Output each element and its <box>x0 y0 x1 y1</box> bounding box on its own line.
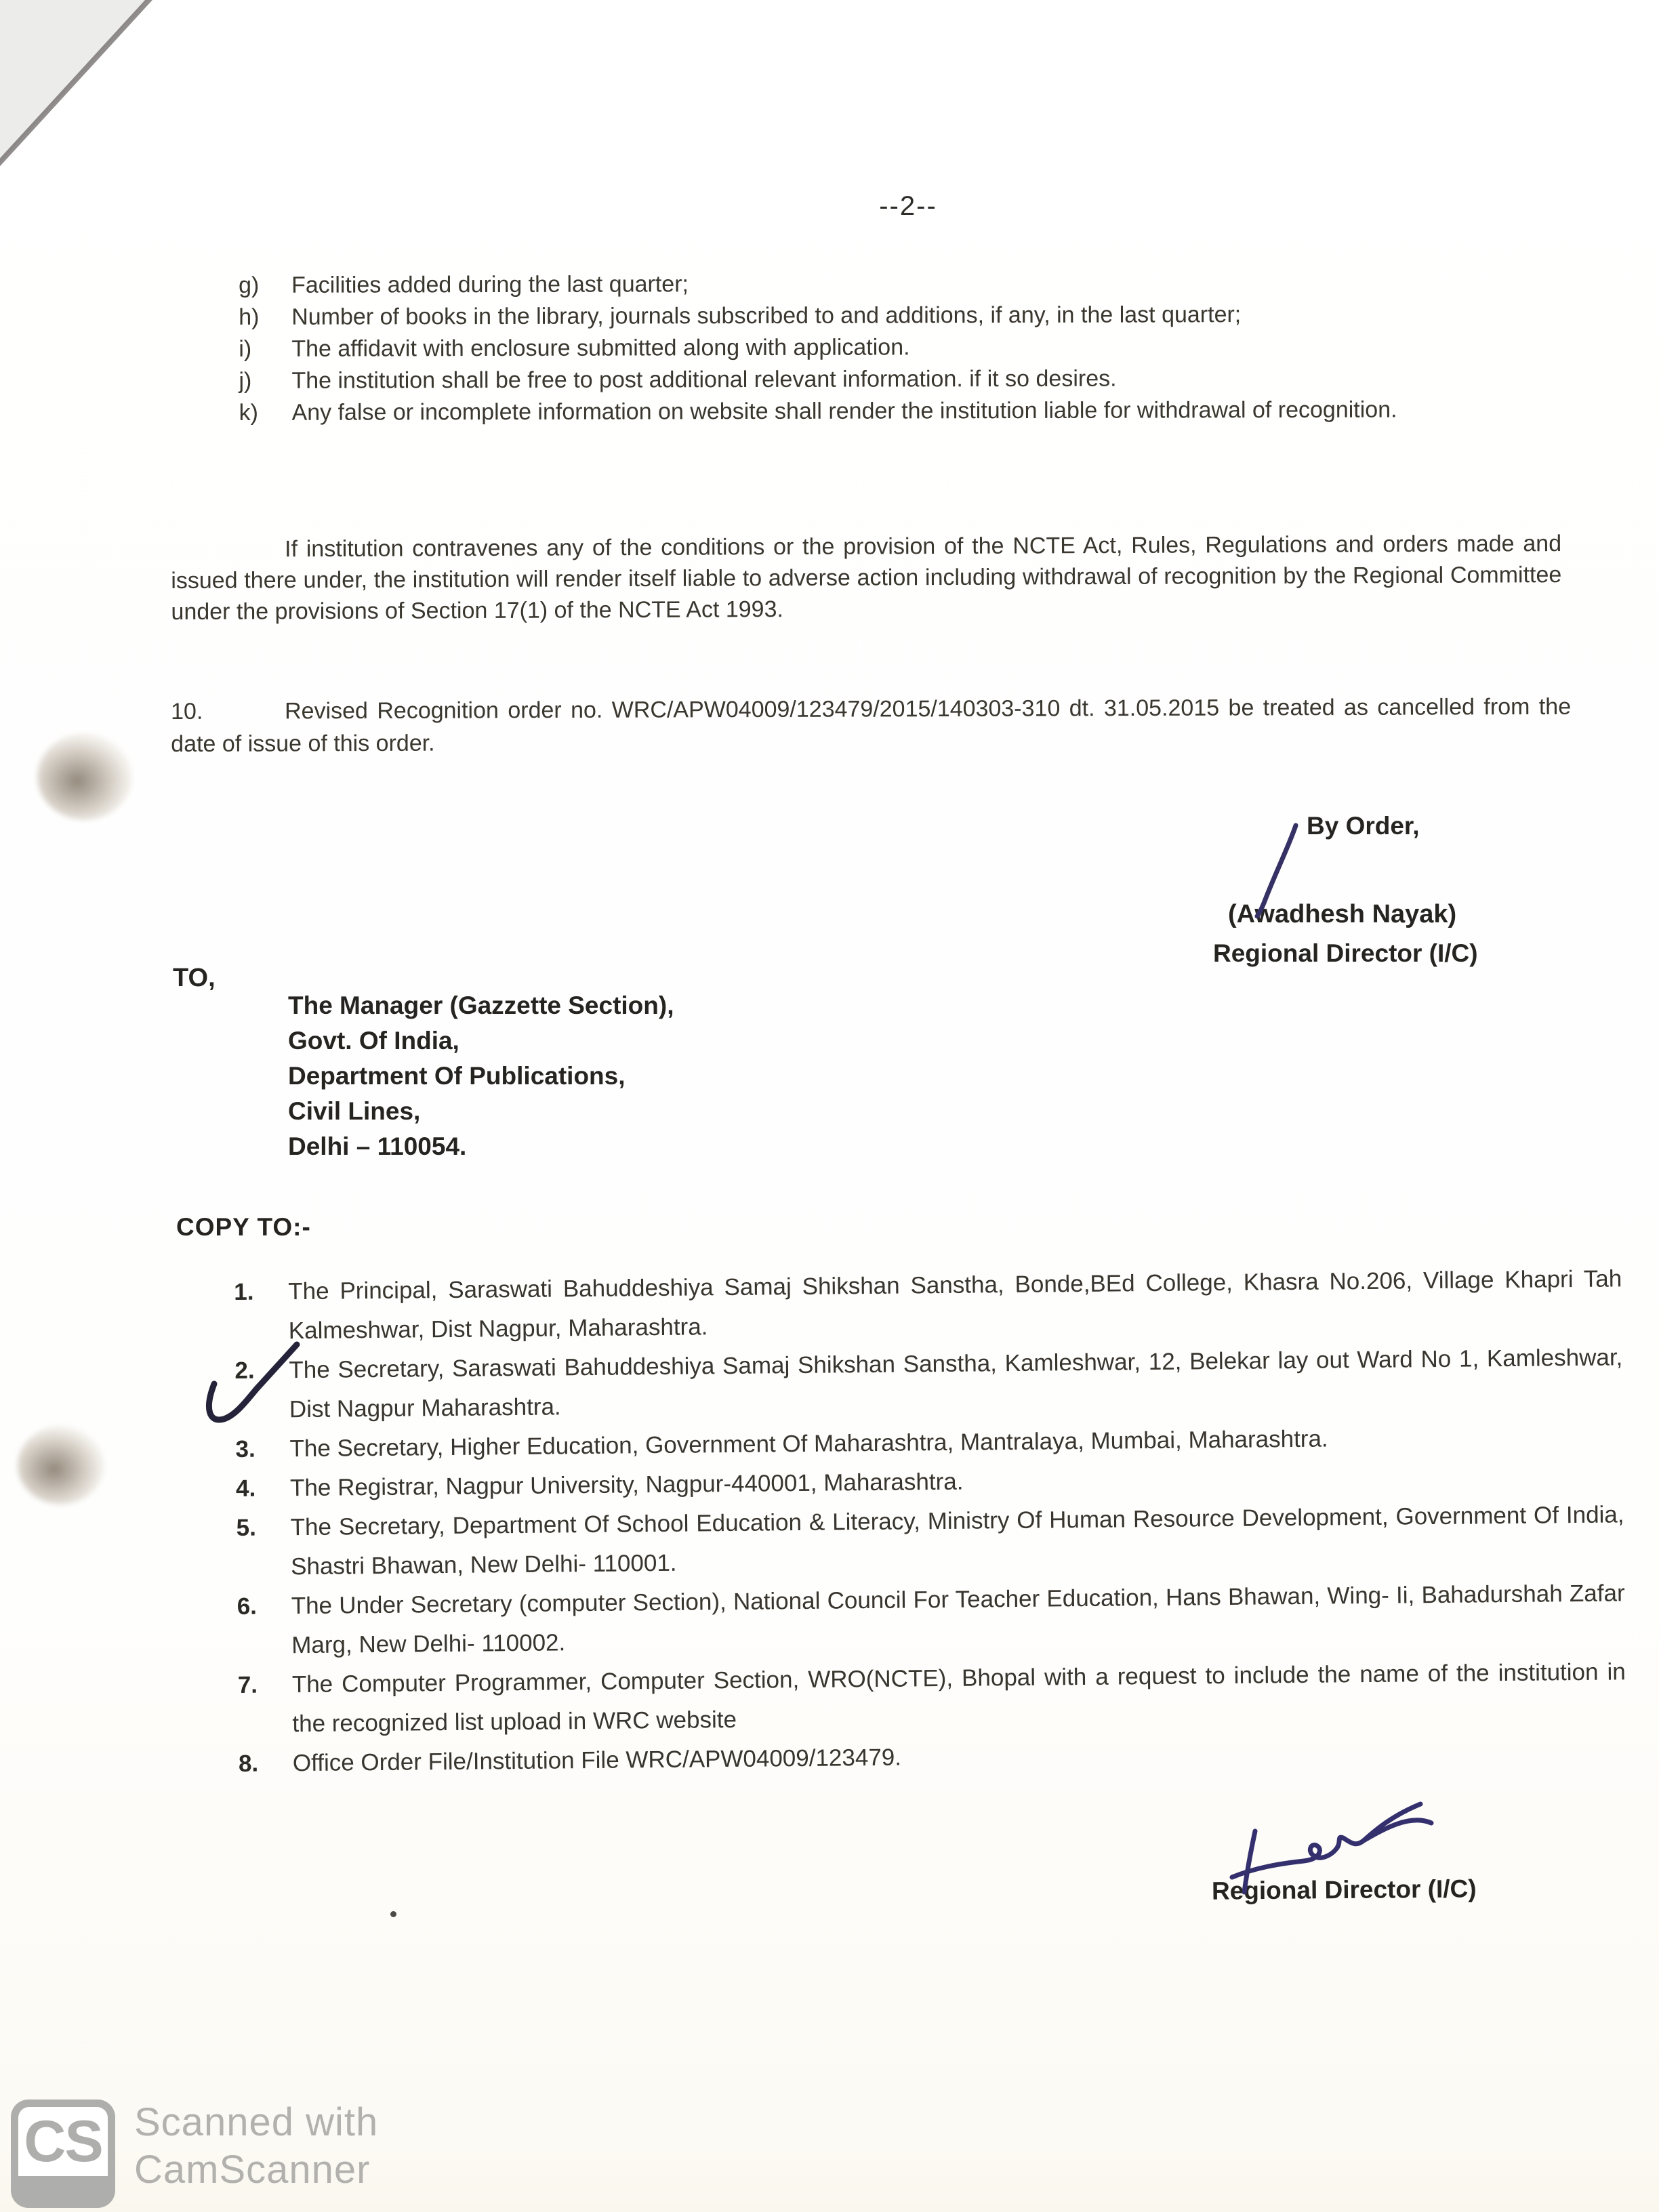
copy-to-item <box>234 1259 1622 1351</box>
copy-to-item-text: Office Order File/Institution File WRC/APW04009/123479. <box>292 1744 902 1777</box>
copy-to-item <box>237 1574 1625 1666</box>
copy-to-item-number: 4. <box>235 1475 256 1502</box>
copy-to-item-number: 2. <box>234 1357 255 1384</box>
address-line: Delhi – 110054. <box>288 1132 467 1160</box>
clause-item <box>239 330 1555 365</box>
clause-text: Facilities added during the last quarter; <box>291 271 689 298</box>
clause-item <box>239 362 1555 397</box>
copy-to-heading: COPY TO:- <box>176 1213 311 1241</box>
signatory-name: (Awadhesh Nayak) <box>1228 900 1457 928</box>
clause-label: g) <box>239 272 260 298</box>
clause-item <box>239 394 1555 429</box>
copy-to-item-text: The Principal, Saraswati Bahuddeshiya Samaj Shikshan Sanstha, Bonde,BEd College, Khasra No.206, Village Khapri Tah Kalmeshwar, Dist Nagpur, Maharashtra. <box>288 1265 1622 1345</box>
copy-to-item-number: 3. <box>235 1435 255 1462</box>
address-line: Department Of Publications, <box>288 1062 626 1090</box>
clause-text: Number of books in the library, journals subscribed to and additions, if any, in the last quarter; <box>291 302 1242 330</box>
item-10-paragraph <box>171 691 1571 760</box>
address-line: Civil Lines, <box>288 1097 421 1125</box>
clause-label: h) <box>239 304 260 330</box>
camscanner-logo-text: CS <box>24 2108 102 2174</box>
contravention-paragraph: If institution contravenes any of the conditions or the provision of the NCTE Act, Rules, Regulations and orders made and issued there under, the institution will render itself liable to adverse action including withdrawal of recognition by the Regional Committee under the provisions of Section 17(1) of the NCTE Act 1993. <box>171 531 1562 625</box>
to-label: TO, <box>173 964 216 992</box>
clause-label: k) <box>239 399 258 426</box>
copy-to-item-text: The Secretary, Department Of School Education & Literacy, Ministry Of Human Resource Development, Government Of India, Shastri Bhawan, New Delhi- 110001. <box>290 1501 1624 1580</box>
clause-text: The affidavit with enclosure submitted along with application. <box>291 334 910 362</box>
copy-to-item-text: The Secretary, Saraswati Bahuddeshiya Samaj Shikshan Sanstha, Kamleshwar, 12, Belekar lay out Ward No 1, Kamleshwar, Dist Nagpur Maharashtra. <box>289 1344 1623 1423</box>
clause-item <box>239 266 1555 302</box>
corner-fold-line <box>0 0 152 168</box>
copy-to-item-text: The Registrar, Nagpur University, Nagpur-440001, Maharashtra. <box>289 1468 964 1502</box>
copy-to-item-text: The Secretary, Higher Education, Government Of Maharashtra, Mantralaya, Mumbai, Maharashtra. <box>289 1425 1328 1462</box>
signatory-title: Regional Director (I/C) <box>1213 939 1478 967</box>
copy-to-item-number: 5. <box>236 1514 257 1541</box>
copy-to-item <box>236 1495 1624 1587</box>
clause-label: i) <box>239 335 252 362</box>
clause-item <box>239 298 1555 333</box>
copy-to-item-text: The Under Secretary (computer Section), National Council For Teacher Education, Hans Bhawan, Wing- Ii, Bahadurshah Zafar Marg, New Delhi- 110002. <box>291 1580 1625 1659</box>
clause-list <box>239 266 1556 429</box>
item-10-text: Revised Recognition order no. WRC/APW04009/123479/2015/140303-310 dt. 31.05.2015 be treated as cancelled from the date of issue of this order. <box>171 693 1572 757</box>
camscanner-logo <box>11 2100 115 2208</box>
copy-to-item <box>234 1338 1623 1430</box>
ink-smudge-bottom <box>18 1426 104 1504</box>
item-10-number: 10. <box>171 698 203 724</box>
copy-to-list <box>234 1259 1626 1784</box>
address-line: Govt. Of India, <box>288 1027 459 1054</box>
copy-to-item-number: 7. <box>237 1671 258 1698</box>
page-number: --2-- <box>879 191 937 221</box>
address-line: The Manager (Gazzette Section), <box>288 991 674 1019</box>
scanned-with-text: Scanned with <box>134 2100 379 2144</box>
copy-to-item-number: 1. <box>234 1278 254 1305</box>
ink-smudge-top <box>37 733 132 820</box>
copy-to-item <box>238 1652 1626 1744</box>
copy-to-item-number: 6. <box>237 1593 258 1620</box>
clause-text: Any false or incomplete information on website shall render the institution liable for withdrawal of recognition. <box>291 396 1397 426</box>
corner-fold-line-shade <box>0 0 152 168</box>
copy-to-item-text: The Computer Programmer, Computer Section, WRO(NCTE), Bhopal with a request to include the name of the institution in the recognized list upload in WRC website <box>291 1658 1626 1738</box>
to-address <box>288 988 674 1164</box>
by-order-text: By Order, <box>1307 812 1420 840</box>
camscanner-logo-inner <box>18 2107 108 2176</box>
footer-signatory-title: Regional Director (I/C) <box>1211 1875 1477 1905</box>
camscanner-text: CamScanner <box>134 2148 371 2192</box>
ink-dot <box>390 1911 396 1917</box>
clause-text: The institution shall be free to post additional relevant information. if it so desires. <box>291 365 1117 394</box>
page-corner-fold <box>0 0 148 163</box>
clause-label: j) <box>239 367 252 394</box>
copy-to-item-number: 8. <box>238 1750 259 1777</box>
